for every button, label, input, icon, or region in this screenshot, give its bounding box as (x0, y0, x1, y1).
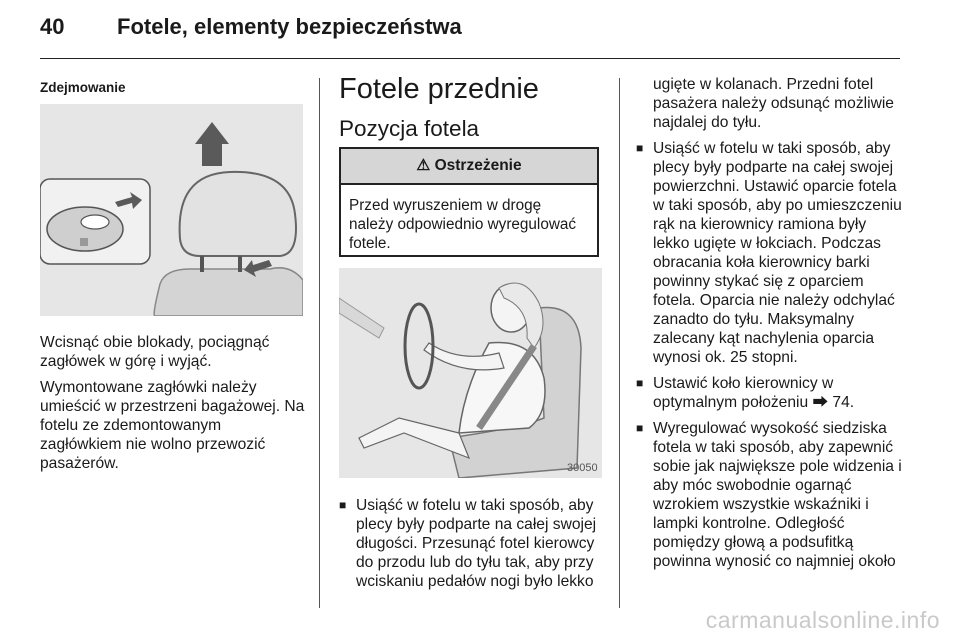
bullet-item: ■ Ustawić koło kierownicy w optymalnym położeniu ⮕ 74. (636, 374, 902, 412)
warning-triangle-icon: ⚠ (416, 157, 431, 174)
paragraph: Wymontowane zagłówki należy umieścić w przestrzeni bagażowej. Na fotelu ze zdemontowanym zagłówkiem nie wolno przewozić pasażerów. (40, 379, 305, 472)
header-rule (40, 58, 900, 59)
page-number: 40 (40, 14, 65, 39)
left-text (40, 333, 305, 480)
section-heading: Fotele przednie (339, 73, 539, 105)
column-divider-2 (619, 78, 620, 608)
bullet-item: ■ Wyregulować wysokość siedziska fotela w taki sposób, aby zapewnić sobie jak największe pole widzenia i aby móc swobodnie ogarnąć wzrokiem wszystkie wskaźniki i lampki kontrolne. Odległość pomiędzy głową a podsufitką powinna wynosić co najmniej około (636, 419, 902, 571)
middle-bullets (339, 496, 605, 598)
warning-box (339, 147, 599, 257)
warning-title: Ostrzeżenie (434, 157, 522, 174)
right-text (636, 75, 902, 578)
figure-number: 30050 (567, 462, 598, 474)
driver-seat-illustration (339, 268, 602, 478)
watermark: carmanualsonline.info (705, 607, 940, 633)
bullet-item: ■ Usiąść w fotelu w taki sposób, aby plecy były podparte na całej swojej powierzchni. Ustawić oparcie fotela w taki sposób, aby po umieszczeniu rąk na kierownicy ramiona były lekko ugięte w łokciach. Podczas obracania koła kierownicy barki powinny stykać się z oparciem fotela. Oparcia nie należy odchylać zanadto do tyłu. Maksymalny zalecany kąt nachylenia oparcia wynosi ok. 25 stopni. (636, 139, 902, 367)
section-subheading-position: Pozycja fotela (339, 116, 480, 141)
paragraph: Wcisnąć obie blokady, pociągnąć zagłówek w górę i wyjąć. (40, 334, 270, 370)
warning-text: Przed wyruszeniem w drogę należy odpowiednio wyregulować fotele. (349, 197, 577, 252)
page-title: Fotele, elementy bezpieczeństwa (117, 14, 462, 39)
headrest-illustration (40, 104, 303, 316)
bullet-item: ■ Usiąść w fotelu w taki sposób, aby plecy były podparte na całej swojej długości. Przesunąć fotel kierowcy do przodu lub do tyłu tak, aby przy wciskaniu pedałów nogi było lekko (339, 496, 605, 591)
continuation-text: ugięte w kolanach. Przedni fotel pasażera należy odsunąć możliwie najdalej do tyłu. (653, 76, 894, 131)
section-subheading: Zdejmowanie (40, 80, 126, 95)
column-divider-1 (319, 78, 320, 608)
warning-header (341, 149, 597, 185)
